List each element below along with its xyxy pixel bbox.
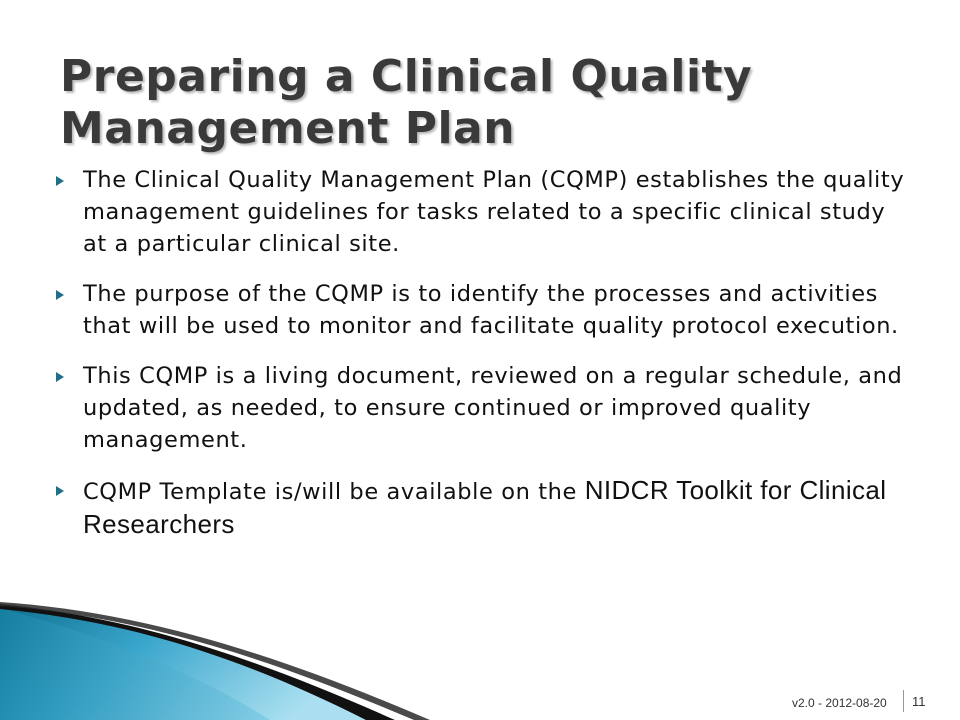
title-line-1: Preparing a Clinical Quality <box>60 51 753 103</box>
bullet-item <box>56 164 916 260</box>
bullet-text: CQMP Template is/will be available on the <box>83 479 585 505</box>
bullet-item <box>56 474 916 542</box>
bullet-item <box>56 278 916 342</box>
bullet-text: The purpose of the CQMP is to identify the processes and activities that will be used to monitor and facilitate quality protocol execution. <box>83 281 899 339</box>
bullet-text: This CQMP is a living document, reviewed on a regular schedule, and updated, as needed, to ensure continued or improved quality management. <box>83 363 903 453</box>
footer-divider <box>903 690 904 712</box>
slide-title <box>60 51 920 155</box>
toolkit-link-text: NIDCR Toolkit for Clinical Researchers <box>83 475 887 539</box>
triangle-right-icon <box>56 176 64 186</box>
title-line-2: Management Plan <box>60 103 516 155</box>
page-number: 11 <box>912 694 926 709</box>
bullet-list <box>56 164 916 560</box>
triangle-right-icon <box>56 290 64 300</box>
version-date: v2.0 - 2012-08-20 <box>792 696 887 710</box>
triangle-right-icon <box>56 486 64 496</box>
bullet-item <box>56 360 916 456</box>
triangle-right-icon <box>56 372 64 382</box>
bullet-text: The Clinical Quality Management Plan (CQMP) establishes the quality management guidelines for tasks related to a specific clinical study at a particular clinical site. <box>83 167 905 257</box>
